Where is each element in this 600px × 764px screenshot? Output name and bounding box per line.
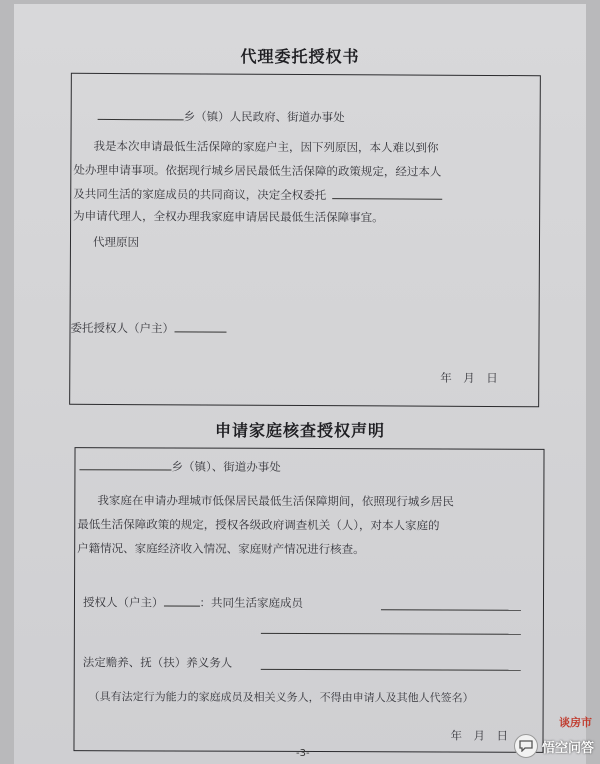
section1-title: 代理委托授权书 (240, 47, 360, 66)
watermark-text: 悟空问答 (541, 740, 594, 756)
section2-addressee (79, 458, 280, 475)
watermark-subtitle: 谈房市 (559, 716, 592, 729)
members-rule-1 (381, 609, 521, 610)
section1-addressee (98, 108, 345, 125)
signer-label: 委托授权人（户主） (70, 320, 175, 336)
guardian-label: 法定赡养、抚（扶）养义务人 (82, 655, 233, 670)
reason-label: 代理原因 (92, 234, 140, 250)
section1-addressee-text: 乡（镇）人民政府、街道办事处 (183, 109, 345, 125)
authorizer-line (83, 594, 303, 611)
section1-para-line2: 处办理申请事项。依据现行城乡居民最低生活保障的政策规定，经过本人 (73, 162, 442, 179)
members-label: ：共同生活家庭成员 (199, 595, 304, 610)
section1-para-line3 (73, 186, 442, 204)
members-rule-2 (261, 633, 521, 635)
section2-para-line2: 最低生活保障政策的规定，授权各级政府调查机关（人），对本人家庭的 (77, 517, 440, 533)
watermark (514, 734, 594, 758)
section2-para-line1: 我家庭在申请办理城市低保居民最低生活保障期间，依照现行城乡居民 (97, 493, 454, 509)
guardian-rule (261, 669, 521, 671)
town-blank (98, 119, 184, 120)
authorizer-blank (163, 605, 199, 606)
section1-date: 年 月 日 (440, 370, 498, 386)
section2-date: 年 月 日 (450, 728, 509, 743)
guardian-line (83, 654, 233, 671)
signature-note: （具有法定行为能力的家庭成员及相关义务人，不得由申请人及其他人代签名） (88, 690, 474, 705)
bubble-glyph-icon (519, 740, 533, 752)
section2-addressee-text: 乡（镇）、街道办事处 (171, 459, 281, 474)
page-number: -3- (296, 748, 310, 759)
speech-bubble-icon (514, 734, 538, 758)
section1-para-line3-text: 及共同生活的家庭成员的共同商议，决定全权委托 (73, 186, 327, 203)
section2-para-line3: 户籍情况、家庭经济收入情况、家庭财产情况进行核查。 (77, 541, 365, 557)
proxy-name-blank (332, 198, 442, 200)
proxy-authorization-box (69, 73, 541, 407)
verification-authorization-box (73, 447, 544, 753)
signer-blank (174, 331, 226, 332)
section1-para-line1: 我是本次申请最低生活保障的家庭户主，因下列原因，本人难以到你 (93, 138, 439, 155)
town-blank-2 (79, 469, 171, 470)
section2-title: 申请家庭核查授权声明 (214, 421, 385, 440)
authorizer-label: 授权人（户主） (82, 595, 164, 610)
section1-para-line4: 为申请代理人，全权办理我家庭申请居民最低生活保障事宜。 (73, 208, 384, 225)
signer-line (70, 320, 226, 337)
